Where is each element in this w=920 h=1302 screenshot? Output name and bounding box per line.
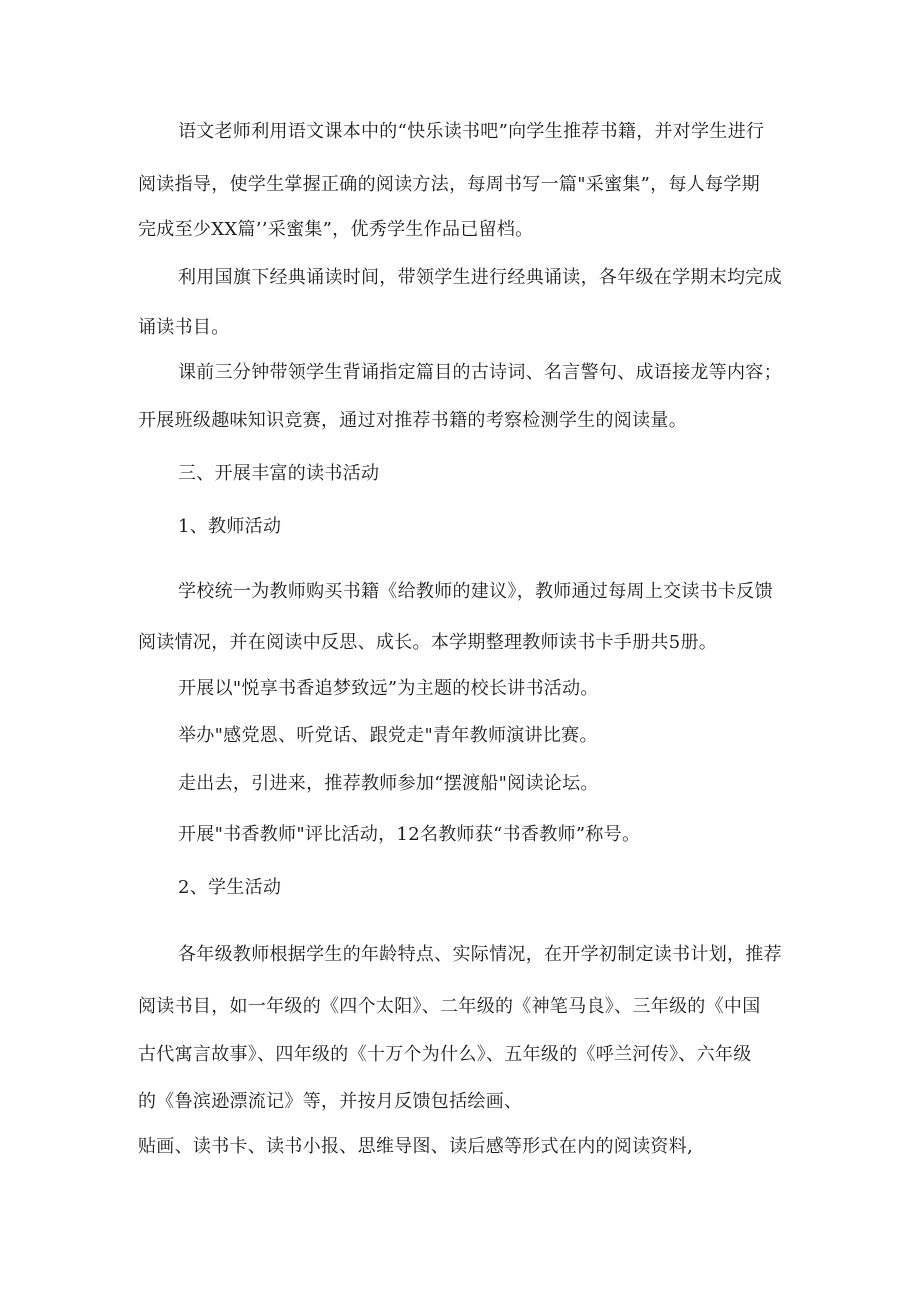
text-line: 举办"感党恩、听党话、跟党走"青年教师演讲比赛。 [178, 725, 598, 746]
text-line: 阅读书目，如一年级的《四个太阳》、二年级的《神笔马良》、三年级的《中国 [138, 996, 761, 1017]
text-line: 阅读指导，使学生掌握正确的阅读方法，每周书写一篇"采蜜集”，每人每学期 [138, 174, 760, 195]
text-line: 课前三分钟带领学生背诵指定篇目的古诗词、名言警句、成语接龙等内容； [178, 362, 782, 383]
subsection-heading: 1、教师活动 [178, 516, 282, 537]
text-line: 学校统一为教师购买书籍《给教师的建议》，教师通过每周上交读书卡反馈 [178, 581, 773, 602]
section-heading: 三、开展丰富的读书活动 [178, 463, 380, 484]
text-line: 语文老师利用语文课本中的“快乐读书吧”向学生推荐书籍，并对学生进行 [178, 121, 765, 142]
text-line: 古代寓言故事》、四年级的《十万个为什么》、五年级的《呼兰河传》、六年级 [138, 1044, 752, 1065]
text-line: 诵读书目。 [138, 317, 230, 338]
text-line: 开展班级趣味知识竞赛，通过对推荐书籍的考察检测学生的阅读量。 [138, 410, 687, 431]
text-line: 贴画、读书卡、读书小报、思维导图、读后感等形式在内的阅读资料, [138, 1136, 694, 1157]
text-line: 开展以"悦享书香追梦致远”为主题的校长讲书活动。 [178, 678, 599, 699]
text-line: 利用国旗下经典诵读时间，带领学生进行经典诵读，各年级在学期末均完成 [178, 267, 782, 288]
text-line: 走出去，引进来，推荐教师参加“摆渡船"阅读论坛。 [178, 773, 599, 794]
subsection-heading: 2、学生活动 [178, 877, 282, 898]
text-line: 开展"书香教师"评比活动，12名教师获“书香教师”称号。 [178, 824, 641, 845]
text-line: 的《鲁滨逊漂流记》等，并按月反馈包括绘画、 [138, 1091, 523, 1112]
text-line: 阅读情况，并在阅读中反思、成长。本学期整理教师读书卡手册共5册。 [138, 632, 718, 653]
text-line: 完成至少XX篇’’采蜜集”，优秀学生作品已留档。 [138, 219, 534, 240]
text-line: 各年级教师根据学生的年龄特点、实际情况，在开学初制定读书计划，推荐 [178, 944, 782, 965]
